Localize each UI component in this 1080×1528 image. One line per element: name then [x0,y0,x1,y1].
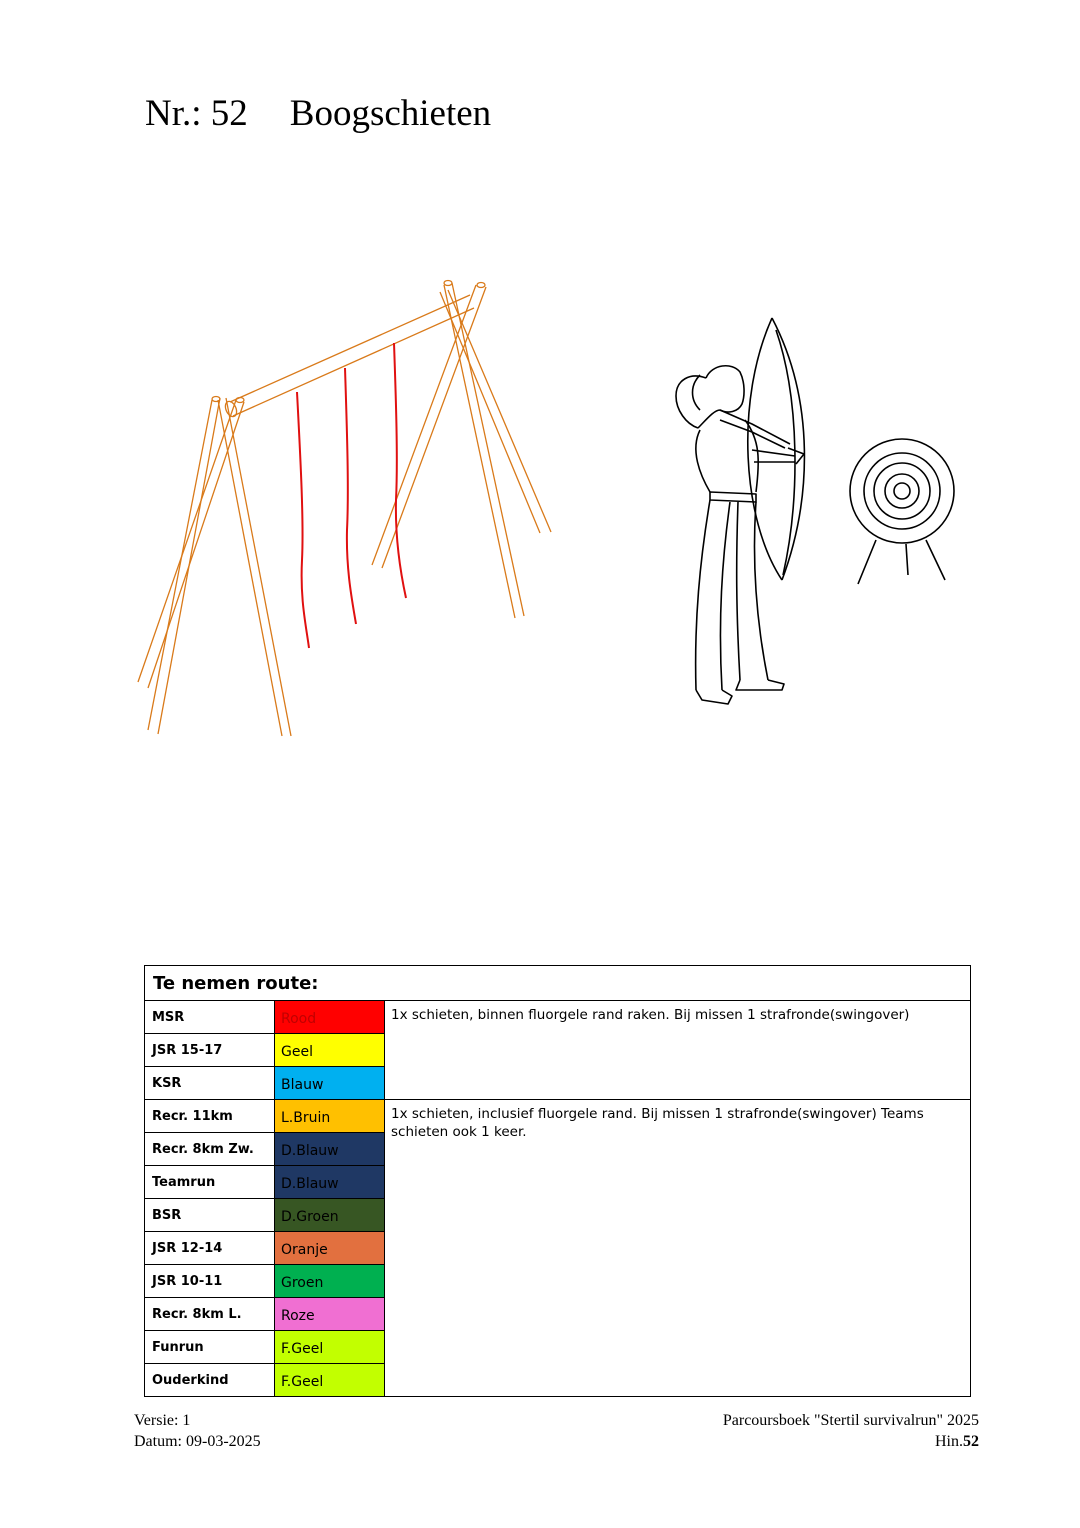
route-category: Recr. 8km L. [145,1298,275,1331]
route-category: Recr. 11km [145,1100,275,1133]
route-color: F.Geel [275,1364,385,1397]
table-row [145,1001,971,1034]
archer-drawing [676,318,804,704]
hint-number: 52 [963,1433,979,1450]
footer-right [723,1410,979,1452]
route-category: BSR [145,1199,275,1232]
route-color: D.Groen [275,1199,385,1232]
route-color: Groen [275,1265,385,1298]
swing-frame-drawing [138,281,551,737]
route-color: L.Bruin [275,1100,385,1133]
route-table-heading: Te nemen route: [145,966,971,1001]
route-category: KSR [145,1067,275,1100]
route-category: JSR 12-14 [145,1232,275,1265]
table-row [145,1100,971,1133]
route-color: Geel [275,1034,385,1067]
obstacle-number: Nr.: 52 [145,93,248,134]
obstacle-title: Boogschieten [289,93,492,134]
hint-prefix: Hin. [935,1433,963,1450]
route-color: Oranje [275,1232,385,1265]
book-title: Parcoursboek "Stertil survivalrun" 2025 [722,1412,979,1429]
route-color: D.Blauw [275,1166,385,1199]
route-category: JSR 10-11 [145,1265,275,1298]
route-category: Ouderkind [145,1364,275,1397]
hint-reference [723,1431,979,1452]
route-color: F.Geel [275,1331,385,1364]
route-category: Recr. 8km Zw. [145,1133,275,1166]
route-color: Blauw [275,1067,385,1100]
route-instruction: 1x schieten, binnen fluorgele rand raken. Bij missen 1 strafronde(swingover) [385,1001,971,1100]
target-drawing [850,439,954,584]
route-color: Rood [275,1001,385,1034]
route-category: JSR 15-17 [145,1034,275,1067]
route-category: Teamrun [145,1166,275,1199]
footer-left [134,1410,261,1452]
route-table [144,965,971,1397]
route-color: Roze [275,1298,385,1331]
version-label: Versie: 1 [134,1412,191,1429]
route-category: MSR [145,1001,275,1034]
route-category: Funrun [145,1331,275,1364]
route-color: D.Blauw [275,1133,385,1166]
route-instruction: 1x schieten, inclusief fluorgele rand. Bij missen 1 strafronde(swingover) Teams schieten ook 1 keer. [385,1100,971,1397]
date-label: Datum: 09-03-2025 [134,1433,261,1450]
rope-drawing [297,343,406,648]
